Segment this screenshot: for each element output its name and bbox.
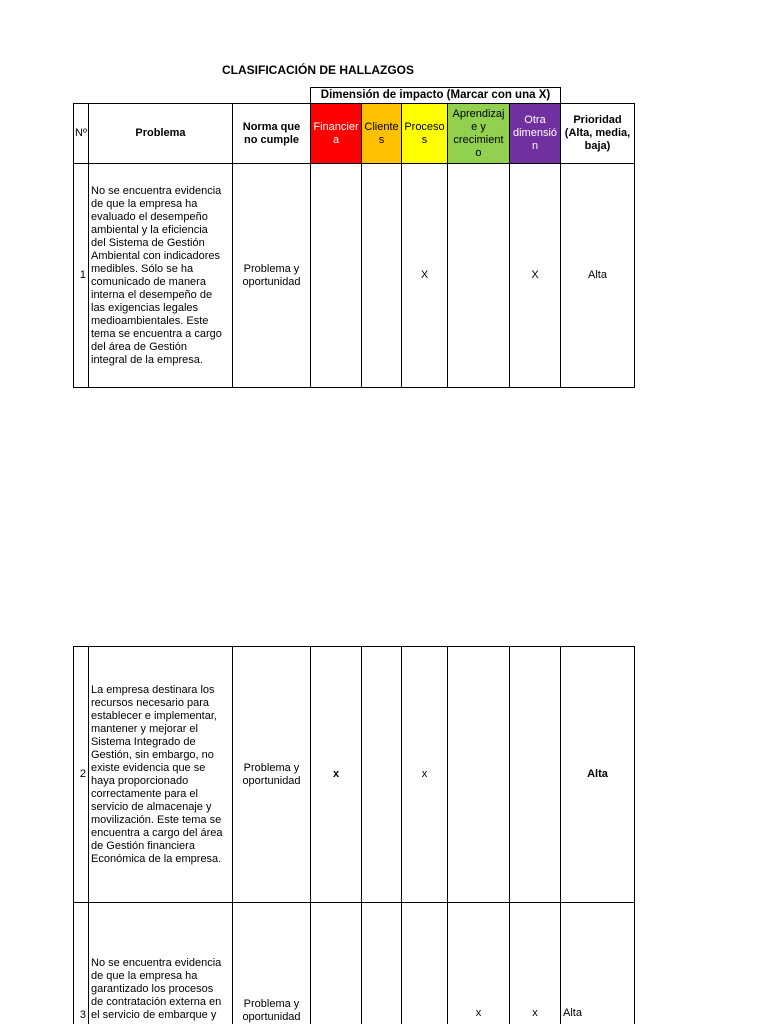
row-3-clientes	[361, 902, 402, 1024]
header-problem: Problema	[88, 103, 233, 164]
row-1-num: 1	[73, 163, 89, 388]
header-procesos: Proceso s	[401, 103, 448, 164]
row-1-problem: No se encuentra evidencia de que la empresa ha evaluado el desempeño ambiental y la eficiencia del Sistema de Gestión Ambiental con indicadores medibles. Sólo se ha comunicado de manera interna el desempeño de las exigencias legales medioambientales. Este tema se encuentra a cargo del área de Gestión integral de la empresa.	[88, 163, 233, 388]
row-3-prioridad: Alta	[560, 902, 635, 1024]
row-2-clientes	[361, 646, 402, 903]
row-2-num: 2	[73, 646, 89, 903]
row-2-norma: Problema y oportunidad	[232, 646, 311, 903]
header-aprendizaje: Aprendizaj e y crecimient o	[447, 103, 510, 164]
row-3-problem: No se encuentra evidencia de que la empresa ha garantizado los procesos de contratación externa en el servicio de embarque y	[88, 902, 233, 1024]
page-title: CLASIFICACIÓN DE HALLAZGOS	[222, 63, 414, 77]
header-num: Nº	[73, 103, 89, 164]
row-1-prioridad: Alta	[560, 163, 635, 388]
dimension-header: Dimensión de impacto (Marcar con una X)	[310, 87, 561, 104]
header-prioridad: Prioridad (Alta, media, baja)	[560, 103, 635, 164]
row-1-procesos: X	[401, 163, 448, 388]
row-3-norma: Problema y oportunidad	[232, 902, 311, 1024]
row-1-aprendizaje	[447, 163, 510, 388]
row-2-otra-dimension	[509, 646, 561, 903]
row-3-financiera	[310, 902, 362, 1024]
row-2-procesos: x	[401, 646, 448, 903]
row-1-otra-dimension: X	[509, 163, 561, 388]
row-3-otra-dimension: x	[509, 902, 561, 1024]
header-financiera: Financier a	[310, 103, 362, 164]
row-3-aprendizaje: x	[447, 902, 510, 1024]
row-2-prioridad: Alta	[560, 646, 635, 903]
row-2-problem: La empresa destinara los recursos necesario para establecer e implementar, mantener y mejorar el Sistema Integrado de Gestión, sin embargo, no existe evidencia que se haya proporcionado correctamente para el servicio de almacenaje y movilización. Este tema se encuentra a cargo del área de Gestión financiera Económica de la empresa.	[88, 646, 233, 903]
header-norma: Norma que no cumple	[232, 103, 311, 164]
row-1-financiera	[310, 163, 362, 388]
row-2-financiera: x	[310, 646, 362, 903]
row-1-norma: Problema y oportunidad	[232, 163, 311, 388]
row-2-aprendizaje	[447, 646, 510, 903]
row-3-procesos	[401, 902, 448, 1024]
header-clientes: Cliente s	[361, 103, 402, 164]
row-3-num: 3	[73, 902, 89, 1024]
header-otra-dimension: Otra dimensió n	[509, 103, 561, 164]
row-1-clientes	[361, 163, 402, 388]
